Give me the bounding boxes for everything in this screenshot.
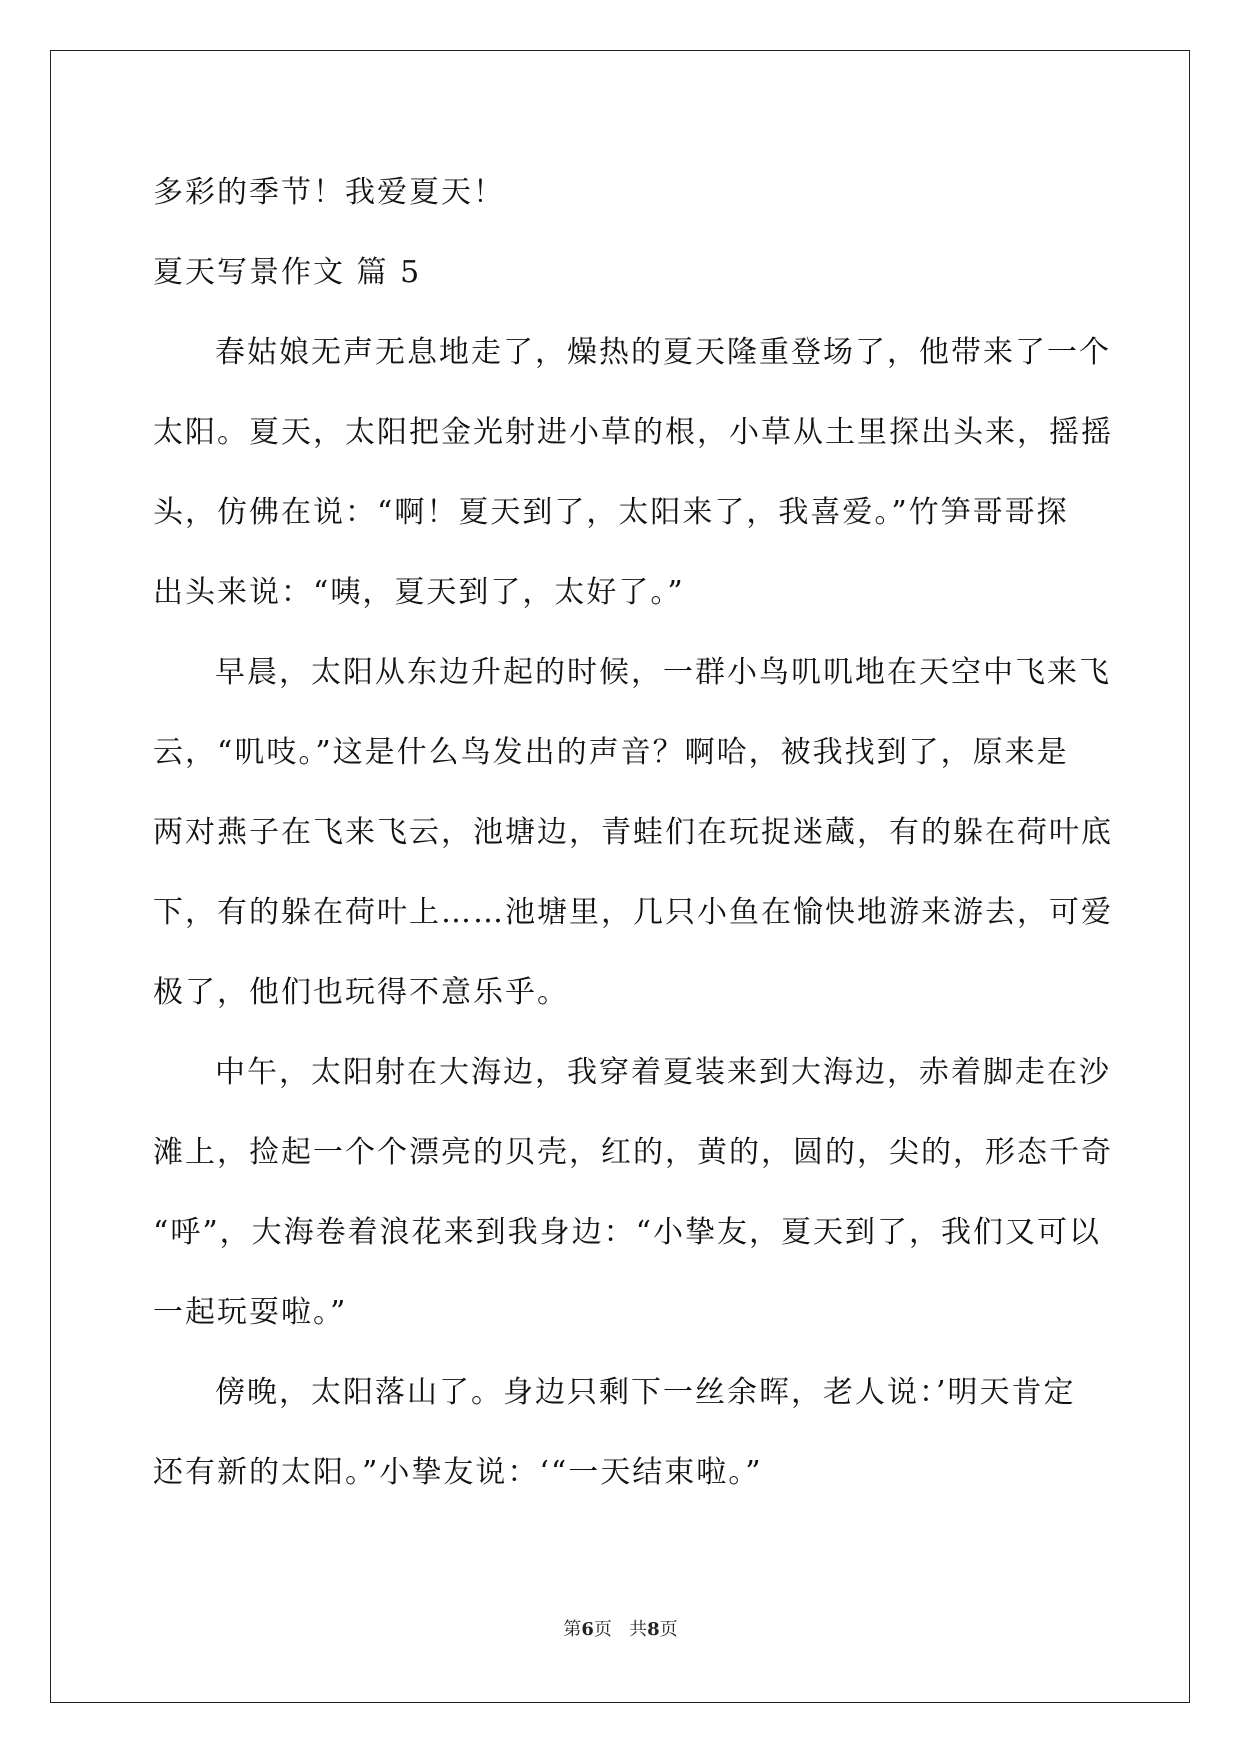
text-line: 春姑娘无声无息地走了，燥热的夏天隆重登场了，他带来了一个 bbox=[215, 335, 1111, 370]
text-line: “呼”，大海卷着浪花来到我身边：“小挚友，夏天到了，我们又可以 bbox=[153, 1215, 1102, 1250]
text-line: 滩上，捡起一个个漂亮的贝壳，红的，黄的，圆的，尖的，形态千奇 bbox=[153, 1135, 1113, 1170]
page-suffix: 页 bbox=[593, 1619, 612, 1640]
text-line: 还有新的太阳。”小挚友说：‘“一天结束啦。” bbox=[153, 1455, 763, 1490]
text-line: 两对燕子在飞来飞云，池塘边，青蛙们在玩捉迷蔵，有的躲在荷叶底 bbox=[153, 815, 1113, 850]
text-line: 下，有的躲在荷叶上……池塘里，几只小鱼在愉快地游来游去，可爱 bbox=[153, 895, 1113, 930]
text-line: 极了，他们也玩得不意乐乎。 bbox=[153, 975, 569, 1010]
text-line: 头，仿佛在说：“啊！夏天到了，太阳来了，我喜爱。”竹笋哥哥探 bbox=[153, 495, 1069, 530]
total-prefix: 共 bbox=[629, 1619, 648, 1640]
text-line: 一起玩耍啦。” bbox=[153, 1295, 348, 1330]
page-number: 6 bbox=[581, 1619, 594, 1640]
text-line: 中午，太阳射在大海边，我穿着夏装来到大海边，赤着脚走在沙 bbox=[215, 1055, 1111, 1090]
total-suffix: 页 bbox=[659, 1619, 678, 1640]
section-heading: 夏天写景作文 篇 5 bbox=[153, 255, 422, 290]
text-line: 傍晚，太阳落山了。身边只剩下一丝余晖，老人说：’明天肯定 bbox=[215, 1375, 1076, 1410]
text-line: 云，“叽吱。”这是什么鸟发出的声音？啊哈，被我找到了，原来是 bbox=[153, 735, 1069, 770]
text-line: 太阳。夏天，太阳把金光射进小草的根，小草从土里探出头来，摇摇 bbox=[153, 415, 1113, 450]
text-line: 出头来说：“咦，夏天到了，太好了。” bbox=[153, 575, 685, 610]
total-pages: 8 bbox=[647, 1619, 660, 1640]
page-prefix: 第 bbox=[563, 1619, 582, 1640]
page-footer bbox=[0, 1618, 1241, 1642]
text-line: 多彩的季节！我爱夏天！ bbox=[153, 175, 505, 210]
text-line: 早晨，太阳从东边升起的时候，一群小鸟叽叽地在天空中飞来飞 bbox=[215, 655, 1111, 690]
